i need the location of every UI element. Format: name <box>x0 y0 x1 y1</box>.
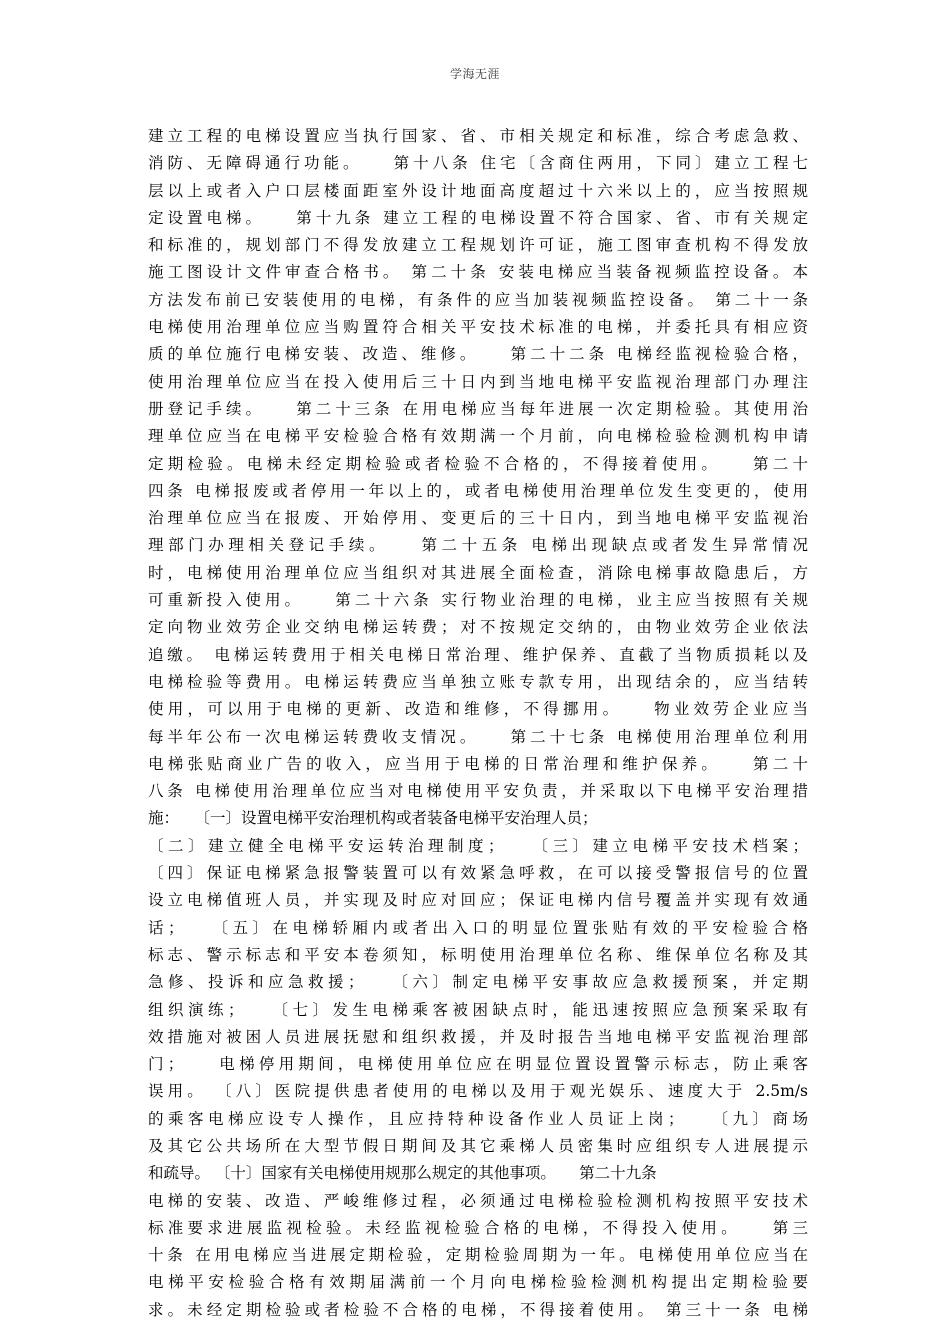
text-line: 追缴。 电梯运转费用于相关电梯日常治理、维护保养、直截了当物质损耗以及 <box>148 645 808 664</box>
text-line: 电梯张贴商业广告的收入，应当用于电梯的日常治理和维护保养。 第二十 <box>148 754 808 773</box>
text-line: 治理单位应当在报废、开始停用、变更后的三十日内，到当地电梯平安监视治 <box>148 509 808 528</box>
text-line: 电梯平安检验合格有效期届满前一个月向电梯检验检测机构提出定期检验要 <box>148 1273 808 1292</box>
text-line: 组织演练； 〔七〕发生电梯乘客被困缺点时，能迅速按照应急预案采取有 <box>148 1000 808 1019</box>
text-line: 和疏导。 〔十〕国家有关电梯使用规那么规定的其他事项。 第二十九条 <box>148 1164 657 1183</box>
text-line: 的乘客电梯应设专人操作，且应持特种设备作业人员证上岗； 〔九〕商场 <box>148 1109 808 1128</box>
text-line: 十条 在用电梯应当进展定期检验，定期检验周期为一年。电梯使用单位应当在 <box>148 1246 808 1265</box>
text-line: 求。未经定期检验或者检验不合格的电梯，不得接着使用。 第三十一条 电梯 <box>148 1300 808 1319</box>
text-line: 急修、投诉和应急救援； 〔六〕制定电梯平安事故应急救援预案，并定期 <box>148 973 808 992</box>
text-line: 四条 电梯报废或者停用一年以上的，或者电梯使用治理单位发生变更的，使用 <box>148 481 808 500</box>
text-line: 施： 〔一〕设置电梯平安治理机构或者装备电梯平安治理人员； <box>148 809 598 828</box>
text-line: 使用治理单位应当在投入使用后三十日内到当地电梯平安监视治理部门办理注 <box>148 372 808 391</box>
text-line: 话； 〔五〕在电梯轿厢内或者出入口的明显位置张贴有效的平安检验合格 <box>148 918 808 937</box>
text-line: 标志、警示标志和平安本卷须知，标明使用治理单位名称、维保单位名称及其 <box>148 945 808 964</box>
text-line: 方法发布前已安装使用的电梯，有条件的应当加装视频监控设备。 第二十一条 <box>148 290 808 309</box>
page-header: 学海无涯 <box>449 67 500 81</box>
text-line: 使用，可以用于电梯的更新、改造和维修，不得挪用。 物业效劳企业应当 <box>148 700 808 719</box>
text-line: 定期检验。电梯未经定期检验或者检验不合格的，不得接着使用。 第二十 <box>148 454 808 473</box>
text-line: 误用。 〔八〕医院提供患者使用的电梯以及用于观光娱乐、速度大于 2.5m/s <box>148 1082 808 1101</box>
text-line: 施工图设计文件审查合格书。 第二十条 安装电梯应当装备视频监控设备。本 <box>148 263 808 282</box>
text-line: 八条 电梯使用治理单位应当对电梯使用平安负责，并采取以下电梯平安治理措 <box>148 782 808 801</box>
text-line: 门； 电梯停用期间，电梯使用单位应在明显位置设置警示标志，防止乘客 <box>148 1055 808 1074</box>
text-line: 电梯的安装、改造、严峻维修过程，必须通过电梯检验检测机构按照平安技术 <box>148 1191 808 1210</box>
text-line: 定向物业效劳企业交纳电梯运转费；对不按规定交纳的，由物业效劳企业依法 <box>148 618 808 637</box>
text-line: 〔四〕保证电梯紧急报警装置可以有效紧急呼救，在可以接受警报信号的位置 <box>148 864 808 883</box>
text-line: 效措施对被困人员进展抚慰和组织救援，并及时报告当地电梯平安监视治理部 <box>148 1027 808 1046</box>
document-body <box>148 123 808 1324</box>
text-line: 每半年公布一次电梯运转费收支情况。 第二十七条 电梯使用治理单位利用 <box>148 727 808 746</box>
text-line: 建立工程的电梯设置应当执行国家、省、市相关规定和标准，综合考虑急救、 <box>148 127 808 145</box>
text-line: 时，电梯使用治理单位应当组织对其进展全面检查，消除电梯事故隐患后，方 <box>148 563 808 582</box>
text-line: 消防、无障碍通行功能。 第十八条 住宅〔含商住两用，下同〕建立工程七 <box>148 154 808 173</box>
text-line: 定设置电梯。 第十九条 建立工程的电梯设置不符合国家、省、市有关规定 <box>148 208 808 227</box>
text-line: 电梯使用治理单位应当购置符合相关平安技术标准的电梯，并委托具有相应资 <box>148 318 808 337</box>
text-line: 质的单位施行电梯安装、改造、维修。 第二十二条 电梯经监视检验合格， <box>148 345 808 364</box>
text-line: 可重新投入使用。 第二十六条 实行物业治理的电梯，业主应当按照有关规 <box>148 591 808 610</box>
text-line: 及其它公共场所在大型节假日期间及其它乘梯人员密集时应组织专人进展提示 <box>148 1136 808 1155</box>
text-line: 和标准的，规划部门不得发放建立工程规划许可证，施工图审查机构不得发放 <box>148 236 808 255</box>
text-line: 〔二〕建立健全电梯平安运转治理制度； 〔三〕建立电梯平安技术档案； <box>148 836 808 855</box>
text-line: 理单位应当在电梯平安检验合格有效期满一个月前，向电梯检验检测机构申请 <box>148 427 808 446</box>
text-line: 理部门办理相关登记手续。 第二十五条 电梯出现缺点或者发生异常情况 <box>148 536 808 555</box>
text-line: 设立电梯值班人员，并实现及时应对回应；保证电梯内信号覆盖并实现有效通 <box>148 891 808 910</box>
text-line: 册登记手续。 第二十三条 在用电梯应当每年进展一次定期检验。其使用治 <box>148 399 808 418</box>
text-line: 电梯检验等费用。电梯运转费应当单独立账专款专用，出现结余的，应当结转 <box>148 672 808 691</box>
text-line: 标准要求进展监视检验。未经监视检验合格的电梯，不得投入使用。 第三 <box>148 1218 808 1237</box>
text-line: 层以上或者入户口层楼面距室外设计地面高度超过十六米以上的，应当按照规 <box>148 181 808 200</box>
